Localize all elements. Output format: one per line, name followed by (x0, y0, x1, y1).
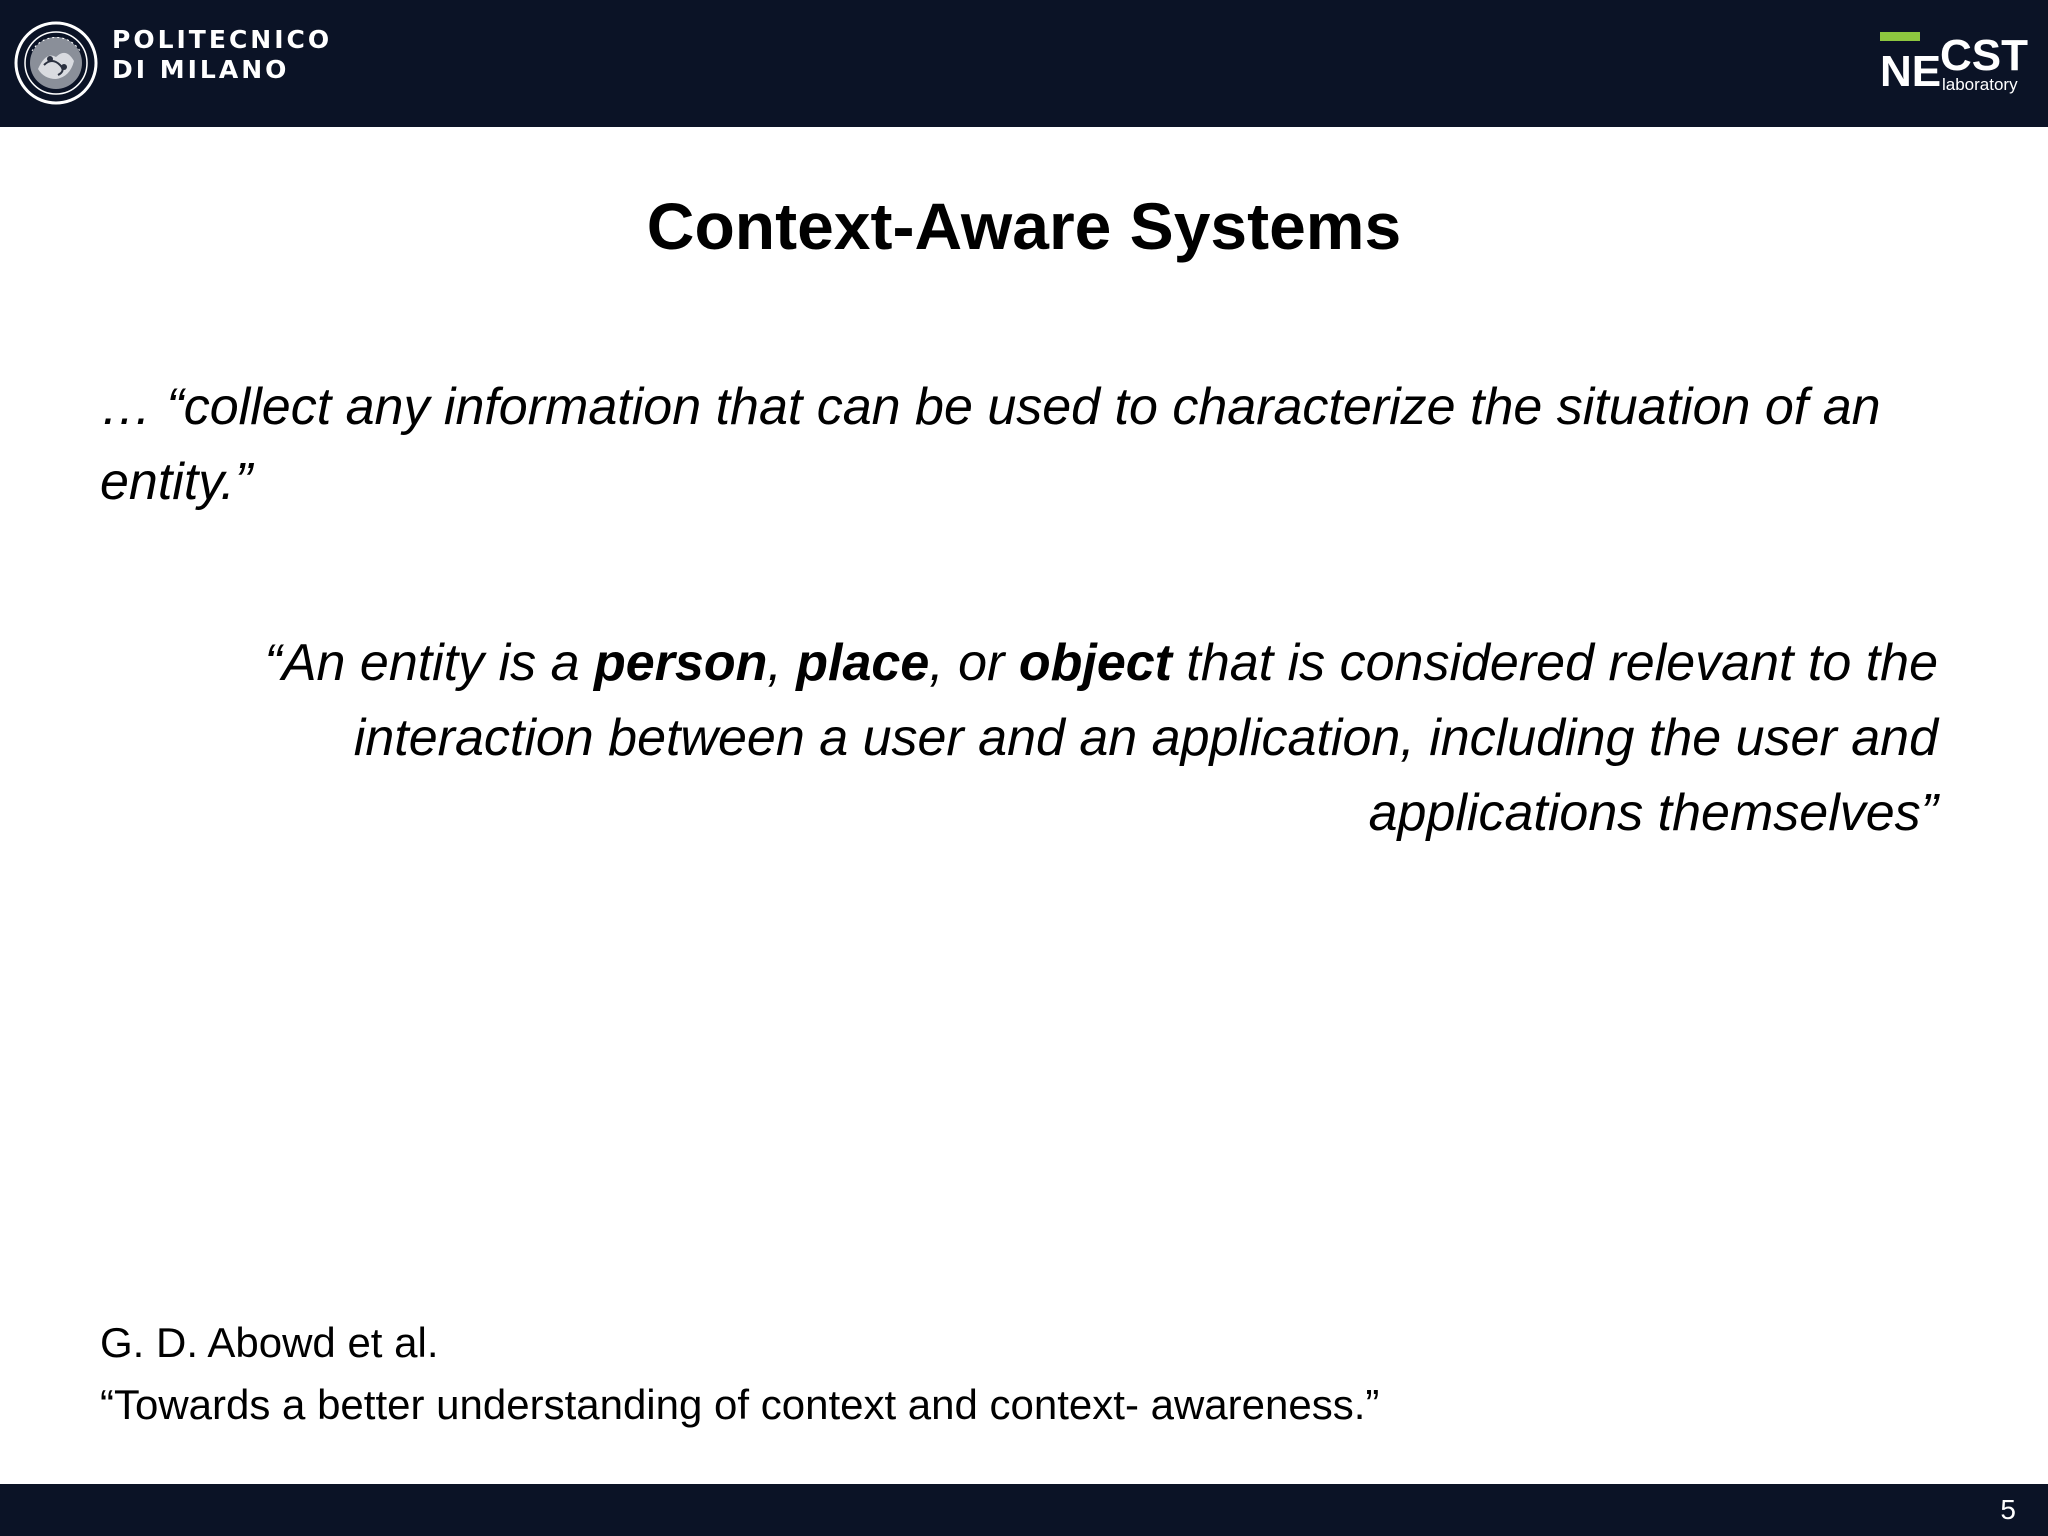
footer-bar (0, 1484, 2048, 1536)
svg-text:NE: NE (1880, 47, 1942, 96)
quote-entity-sep1: , (767, 634, 797, 692)
polimi-logo (14, 21, 332, 105)
reference-citation (100, 1312, 1900, 1436)
slide-title: Context-Aware Systems (646, 189, 1402, 263)
quote-entity-bold-person: person (594, 634, 768, 692)
page-number: 5 (2000, 1494, 2016, 1525)
polimi-seal-icon (14, 21, 98, 105)
reference-title: “Towards a better understanding of context and context- awareness.” (100, 1381, 1380, 1428)
quote-entity-sep2: , or (929, 634, 1019, 692)
necst-laboratory-logo (1878, 30, 2028, 96)
svg-text:laboratory: laboratory (1942, 75, 2018, 94)
university-name-line2: DI MILANO (112, 55, 290, 84)
svg-text:CST: CST (1940, 31, 2028, 80)
quote-definition-context: … “collect any information that can be used to characterize the situation of an entity.” (100, 378, 1881, 511)
quote-entity-open: “An entity is a (264, 634, 594, 692)
quote-entity-bold-object: object (1018, 634, 1172, 692)
quote-entity-bold-place: place (796, 634, 930, 692)
quote-entity-rest: that is considered relevant to the interaction between a user and an application, including the user and applications themselves” (353, 634, 1938, 842)
quote-definition-entity (100, 626, 1938, 851)
header-bar (0, 0, 2048, 127)
university-name-line1: POLITECNICO (112, 25, 333, 54)
reference-author: G. D. Abowd et al. (100, 1319, 439, 1366)
